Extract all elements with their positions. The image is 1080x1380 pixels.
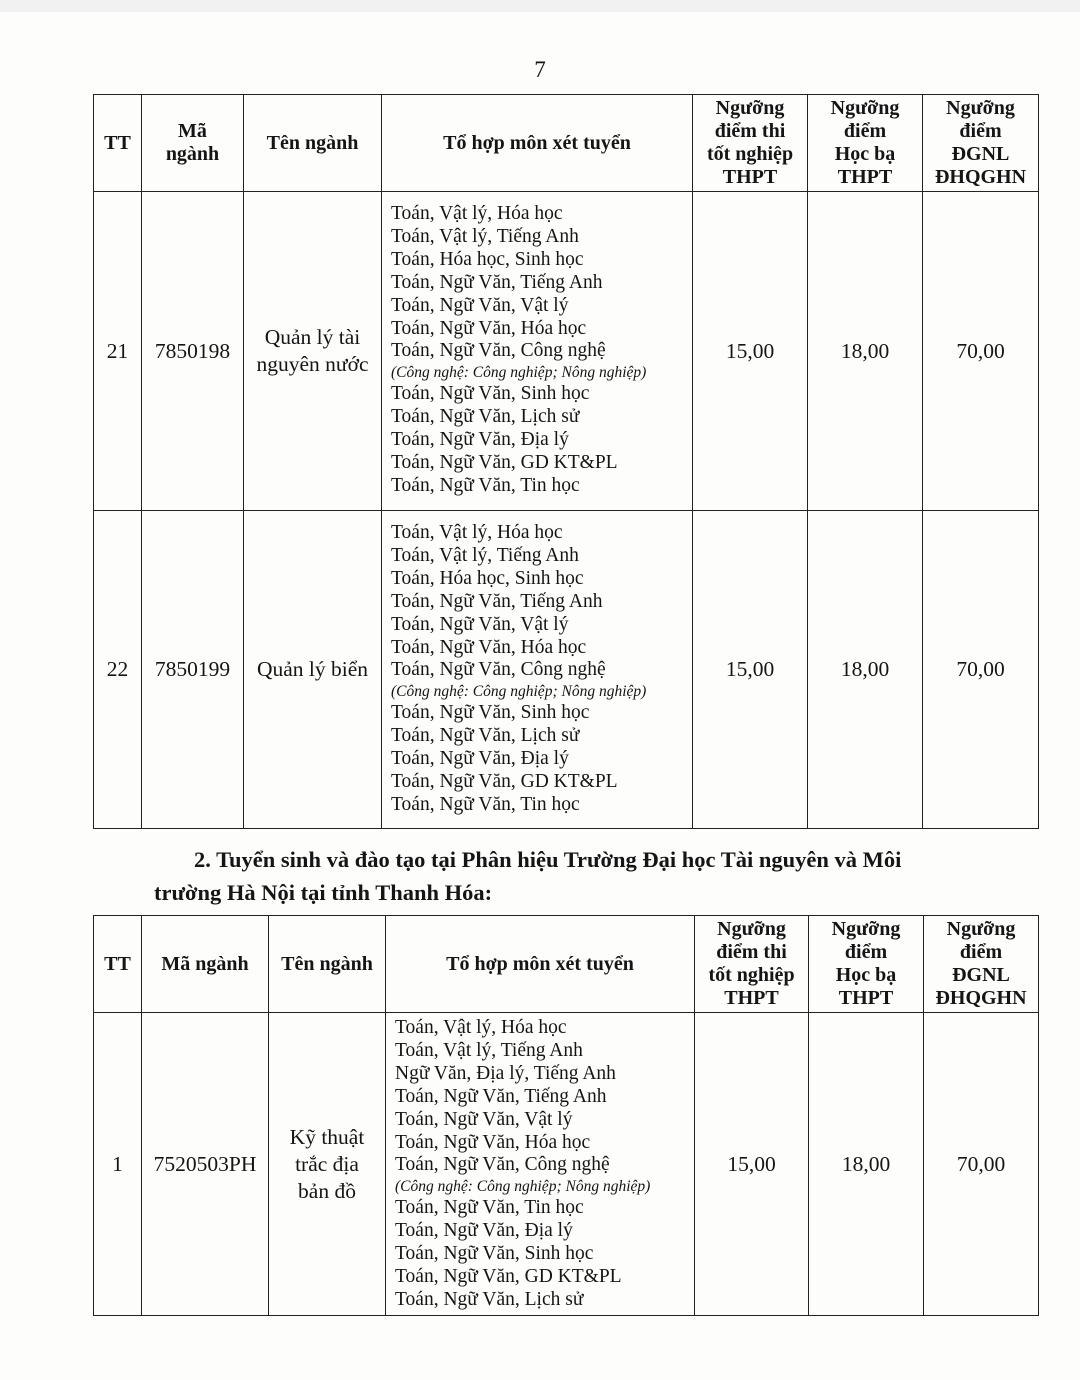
cell-ma-nganh: 7520503PH: [142, 1013, 269, 1316]
table-row: [94, 511, 1039, 829]
header-to-hop: Tổ hợp môn xét tuyển: [386, 916, 695, 1013]
cell-tt: 22: [94, 511, 142, 829]
header-nguong-thpt: Ngưỡng điểm thi tốt nghiệp THPT: [693, 95, 808, 192]
cell-tt: 1: [94, 1013, 142, 1316]
subject-combo: Toán, Ngữ Văn, Sinh học: [395, 1243, 594, 1265]
header-tt: TT: [94, 95, 142, 192]
cell-ten-nganh: Quản lý tài nguyên nước: [244, 192, 382, 511]
section-heading-line1: 2. Tuyển sinh và đào tạo tại Phân hiệu Trường Đại học Tài nguyên và Môi: [194, 847, 902, 872]
subject-combo: Toán, Ngữ Văn, Lịch sử: [395, 1288, 584, 1310]
cell-ten-nganh: Quản lý biển: [244, 511, 382, 829]
subject-combo: Toán, Ngữ Văn, Hóa học: [391, 317, 587, 339]
subject-combo: Toán, Ngữ Văn, GD KT&PL: [395, 1266, 622, 1288]
section-heading-line2: trường Hà Nội tại tỉnh Thanh Hóa:: [154, 880, 493, 905]
header-ten-nganh: Tên ngành: [244, 95, 382, 192]
cell-nguong-dgnl: 70,00: [923, 192, 1039, 511]
subject-combo: Toán, Ngữ Văn, Tin học: [391, 793, 580, 815]
cell-nguong-thpt: 15,00: [693, 511, 808, 829]
cell-ten-nganh: Kỹ thuật trắc địa bản đồ: [269, 1013, 386, 1316]
subject-combo: Toán, Ngữ Văn, Hóa học: [395, 1131, 591, 1153]
header-nguong-hocba: Ngưỡng điểm Học bạ THPT: [809, 916, 924, 1013]
page-number: 7: [534, 57, 546, 82]
subject-note: (Công nghệ: Công nghiệp; Nông nghiệp): [395, 1178, 651, 1196]
subject-combo: Toán, Ngữ Văn, Tin học: [391, 474, 580, 496]
header-nguong-hocba: Ngưỡng điểm Học bạ THPT: [808, 95, 923, 192]
subject-combo: Toán, Ngữ Văn, Sinh học: [391, 383, 590, 405]
cell-to-hop: [382, 511, 693, 829]
table-row: [94, 1013, 1039, 1316]
subject-combo: Toán, Ngữ Văn, Tiếng Anh: [391, 590, 603, 612]
header-row: [94, 916, 1039, 1013]
subject-combo: Toán, Ngữ Văn, Lịch sử: [391, 406, 580, 428]
subject-combo: Toán, Vật lý, Hóa học: [391, 522, 563, 543]
cell-nguong-hocba: 18,00: [809, 1013, 924, 1316]
subject-combo: Toán, Ngữ Văn, Địa lý: [395, 1220, 573, 1242]
subject-combo: Toán, Ngữ Văn, Tiếng Anh: [391, 271, 603, 293]
subject-combo: Toán, Ngữ Văn, Hóa học: [391, 636, 587, 658]
subject-combo: Toán, Ngữ Văn, Vật lý: [391, 294, 569, 316]
header-ten-nganh: Tên ngành: [269, 916, 386, 1013]
subject-combo: Toán, Ngữ Văn, Địa lý: [391, 429, 569, 451]
cell-ma-nganh: 7850198: [142, 192, 244, 511]
subject-combo: Toán, Hóa học, Sinh học: [391, 248, 584, 270]
header-to-hop: Tổ hợp môn xét tuyển: [382, 95, 693, 192]
admission-table-1: [93, 94, 1039, 829]
cell-tt: 21: [94, 192, 142, 511]
subject-combo: Toán, Ngữ Văn, Công nghệ: [391, 340, 606, 362]
subject-combo: Toán, Ngữ Văn, Lịch sử: [391, 725, 580, 747]
cell-nguong-hocba: 18,00: [808, 511, 923, 829]
subject-combo: Toán, Ngữ Văn, Vật lý: [391, 613, 569, 635]
header-nguong-thpt: Ngưỡng điểm thi tốt nghiệp THPT: [695, 916, 809, 1013]
subject-note: (Công nghệ: Công nghiệp; Nông nghiệp): [391, 683, 647, 701]
cell-nguong-thpt: 15,00: [695, 1013, 809, 1316]
top-strip: [0, 0, 1080, 12]
subject-combo: Toán, Ngữ Văn, Địa lý: [391, 748, 569, 770]
header-tt: TT: [94, 916, 142, 1013]
header-ma-nganh: Mã ngành: [142, 95, 244, 192]
subject-combo: Toán, Ngữ Văn, Vật lý: [395, 1108, 573, 1130]
subject-combo: Toán, Ngữ Văn, Công nghệ: [391, 659, 606, 681]
subject-combo: Toán, Ngữ Văn, GD KT&PL: [391, 771, 618, 793]
subject-combo: Toán, Vật lý, Tiếng Anh: [395, 1039, 583, 1061]
subject-combo: Toán, Ngữ Văn, Công nghệ: [395, 1154, 610, 1176]
subject-note: (Công nghệ: Công nghiệp; Nông nghiệp): [391, 364, 647, 382]
cell-to-hop: [386, 1013, 695, 1316]
subject-combo: Toán, Hóa học, Sinh học: [391, 567, 584, 589]
header-row: [94, 95, 1039, 192]
subject-combo: Ngữ Văn, Địa lý, Tiếng Anh: [395, 1062, 616, 1084]
header-nguong-dgnl: Ngưỡng điểm ĐGNL ĐHQGHN: [924, 916, 1039, 1013]
subject-combo: Toán, Ngữ Văn, Tin học: [395, 1197, 584, 1219]
cell-ma-nganh: 7850199: [142, 511, 244, 829]
header-ma-nganh: Mã ngành: [142, 916, 269, 1013]
subject-combo: Toán, Vật lý, Tiếng Anh: [391, 544, 579, 566]
cell-to-hop: [382, 192, 693, 511]
cell-nguong-thpt: 15,00: [693, 192, 808, 511]
subject-combo: Toán, Vật lý, Hóa học: [391, 203, 563, 224]
cell-nguong-dgnl: 70,00: [924, 1013, 1039, 1316]
cell-nguong-dgnl: 70,00: [923, 511, 1039, 829]
admission-table-2: [93, 915, 1039, 1316]
header-nguong-dgnl: Ngưỡng điểm ĐGNL ĐHQGHN: [923, 95, 1039, 192]
subject-combo: Toán, Vật lý, Tiếng Anh: [391, 225, 579, 247]
subject-combo: Toán, Ngữ Văn, Sinh học: [391, 702, 590, 724]
table-row: [94, 192, 1039, 511]
subject-combo: Toán, Ngữ Văn, GD KT&PL: [391, 452, 618, 474]
cell-nguong-hocba: 18,00: [808, 192, 923, 511]
subject-combo: Toán, Ngữ Văn, Tiếng Anh: [395, 1085, 607, 1107]
subject-combo: Toán, Vật lý, Hóa học: [395, 1017, 567, 1038]
